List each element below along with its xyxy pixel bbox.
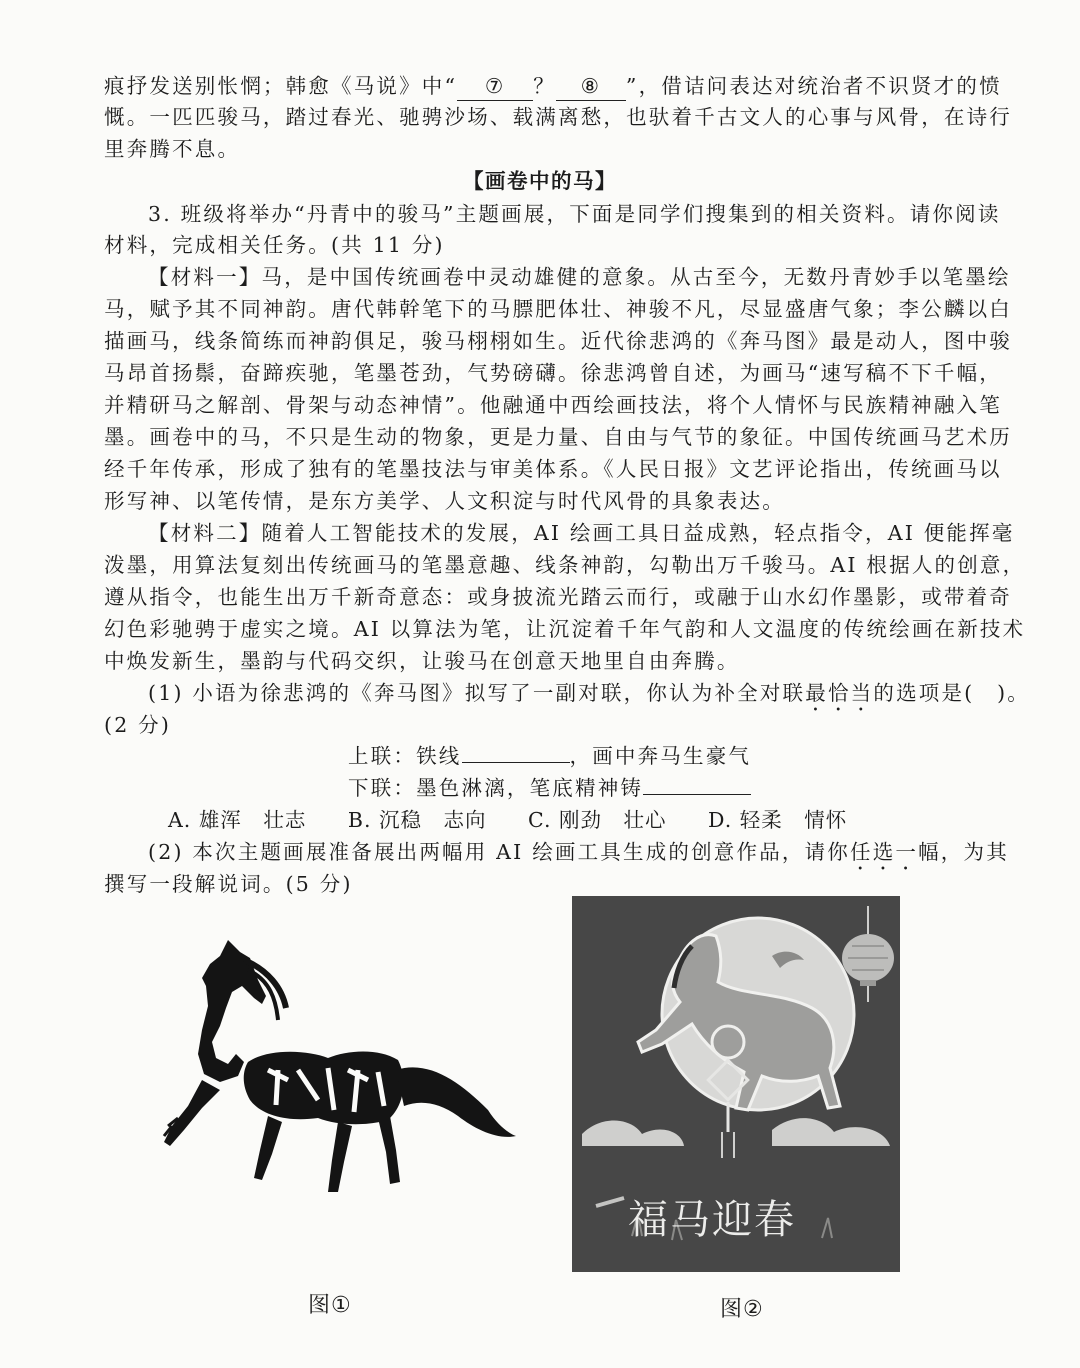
material-1-line: 马昂首扬鬃，奋蹄疾驰，笔墨苍劲，气势磅礴。徐悲鸿曾自述，为画马“速写稿不下千幅， — [104, 361, 1002, 385]
blank-8[interactable] — [556, 72, 626, 101]
couplet-upper-blank[interactable] — [462, 762, 570, 763]
material-1-line: 墨。画卷中的马，不只是生动的物象，更是力量、自由与气节的象征。中国传统画马艺术历 — [104, 425, 1012, 449]
section-title: 【画卷中的马】 — [463, 169, 617, 193]
poem-review-line-3: 里奔腾不息。 — [104, 137, 241, 161]
emphasis-text: 任选一 — [850, 840, 919, 864]
couplet-lower-blank[interactable] — [643, 794, 751, 795]
material-2-line: 遵从指令，也能生出万千新奇意态：或身披流光踏云而行，或融于山水幻作墨影，或带着奇 — [104, 585, 1012, 609]
couplet-lower-text: 下联：墨色淋漓，笔底精神铸 — [348, 776, 644, 800]
option-c[interactable]: C. 刚劲 壮心 — [528, 808, 667, 832]
material-1-line: 形写神、以笔传情，是东方美学、人文积淀与时代风骨的具象表达。 — [104, 489, 785, 513]
question-3-intro-1: 3. 班级将举办“丹青中的骏马”主题画展，下面是同学们搜集到的相关资料。请你阅读 — [148, 202, 1001, 226]
sub-question-2-text: 幅，为其 — [918, 840, 1009, 864]
sub-question-1-score: (2 分) — [104, 713, 172, 737]
couplet-upper-text: ，画中奔马生豪气 — [569, 744, 752, 768]
couplet-upper-text: 上联：铁线 — [348, 744, 462, 768]
couplet-lower — [348, 774, 948, 802]
figure-2-image — [572, 896, 900, 1272]
ink-calligraphy-horse-icon — [158, 930, 518, 1210]
material-2-line: 中焕发新生，墨韵与代码交织，让骏马在创意天地里自由奔腾。 — [104, 649, 740, 673]
couplet-upper — [348, 742, 948, 770]
material-1-line: 【材料一】马，是中国传统画卷中灵动雄健的意象。从古至今，无数丹青妙手以笔墨绘 — [148, 265, 1011, 289]
question-3-intro-2: 材料，完成相关任务。(共 11 分) — [104, 233, 445, 257]
emphasis-text: 最恰当 — [805, 681, 874, 705]
material-2-line: 【材料二】随着人工智能技术的发展，AI 绘画工具日益成熟，轻点指令，AI 便能挥毫 — [148, 521, 1015, 545]
figure-1-caption: 图① — [308, 1293, 352, 1318]
poem-review-line-1 — [104, 72, 1002, 101]
material-1-line: 并精研马之解剖、骨架与动态神情”。他融通中西绘画技法，将个人情怀与民族精神融入笔 — [104, 393, 1002, 417]
material-1-line: 马，赋予其不同神韵。唐代韩幹笔下的马膘肥体壮、神骏不凡，尽显盛唐气象；李公麟以白 — [104, 297, 1012, 321]
material-2-line: 幻色彩驰骋于虚实之境。AI 以算法为笔，让沉淀着千年气韵和人文温度的传统绘画在新技术 — [104, 617, 1026, 641]
blank-7-label: ⑦ — [484, 74, 506, 98]
poster-title: 福马迎春 — [628, 1197, 796, 1243]
poem-review-line-2: 慨。一匹匹骏马，踏过春光、驰骋沙场、载满离愁，也驮着千古文人的心事与风骨，在诗行 — [104, 105, 1012, 129]
option-a[interactable]: A. 雄浑 壮志 — [168, 808, 307, 832]
options-row — [168, 806, 968, 834]
blank-8-label: ⑧ — [580, 74, 602, 98]
question-mark: ？ — [533, 74, 556, 98]
poem-review-text: 痕抒发送别怅惘；韩愈《马说》中“ — [104, 74, 458, 98]
material-1-line: 经千年传承，形成了独有的笔墨技法与审美体系。《人民日报》文艺评论指出，传统画马以 — [104, 457, 1002, 481]
option-b[interactable]: B. 沉稳 志向 — [347, 808, 487, 832]
material-2-line: 泼墨，用算法复刻出传统画马的笔墨意趣、线条神韵，勾勒出万千骏马。AI 根据人的创意， — [104, 553, 1026, 577]
sub-question-2-text: (2) 本次主题画展准备展出两幅用 AI 绘画工具生成的创意作品，请你 — [148, 840, 850, 864]
option-d[interactable]: D. 轻柔 情怀 — [708, 808, 848, 832]
material-1-line: 描画马，线条简练而神韵俱足，骏马栩栩如生。近代徐悲鸿的《奔马图》最是动人，图中骏 — [104, 329, 1012, 353]
blank-7[interactable] — [457, 72, 533, 101]
figure-1-image — [158, 930, 518, 1210]
figure-2-caption: 图② — [720, 1297, 764, 1322]
sub-question-2-line-2: 撰写一段解说词。(5 分) — [104, 872, 353, 896]
sub-question-1-text: 的选项是( )。 — [873, 681, 1030, 705]
poem-review-text: ”，借诘问表达对统治者不识贤才的愤 — [625, 74, 1002, 98]
sub-question-1-text: (1) 小语为徐悲鸿的《奔马图》拟写了一副对联，你认为补全对联 — [148, 681, 806, 705]
